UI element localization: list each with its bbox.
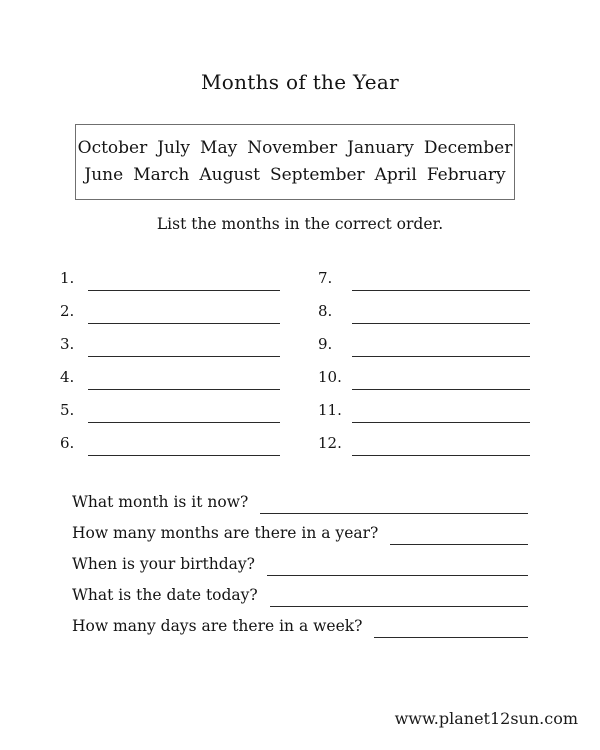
list-item-number: 11. (318, 401, 342, 419)
question-label: How many days are there in a week? (72, 617, 363, 635)
question-answer-blank-1[interactable] (260, 497, 528, 514)
question-row (72, 545, 528, 576)
answer-list-right (318, 258, 530, 456)
list-item (60, 291, 280, 324)
answer-blank-8[interactable] (352, 306, 530, 324)
answer-blank-3[interactable] (88, 339, 280, 357)
list-item-number: 12. (318, 434, 342, 452)
word-bank-word: February (426, 165, 506, 185)
list-item (318, 357, 530, 390)
question-row (72, 576, 528, 607)
answer-blank-5[interactable] (88, 405, 280, 423)
question-label: What month is it now? (72, 493, 249, 511)
answer-blank-6[interactable] (88, 438, 280, 456)
list-item (318, 423, 530, 456)
answer-blank-7[interactable] (352, 273, 530, 291)
list-item-number: 6. (60, 434, 75, 452)
answer-blank-12[interactable] (352, 438, 530, 456)
answer-blank-9[interactable] (352, 339, 530, 357)
answer-blank-1[interactable] (88, 273, 280, 291)
list-item (60, 423, 280, 456)
question-answer-blank-5[interactable] (374, 621, 528, 638)
list-item-number: 3. (60, 335, 75, 353)
answer-list-left (60, 258, 280, 456)
list-item-number: 7. (318, 269, 333, 287)
question-row (72, 514, 528, 545)
list-item-number: 1. (60, 269, 75, 287)
question-row (72, 607, 528, 638)
word-bank-row-1 (73, 135, 518, 162)
word-bank-word: November (247, 138, 338, 158)
page-title: Months of the Year (200, 70, 400, 94)
footer-website-url: www.planet12sun.com (394, 709, 578, 728)
question-answer-blank-2[interactable] (390, 528, 528, 545)
list-item-number: 5. (60, 401, 75, 419)
question-label: What is the date today? (72, 586, 258, 604)
instruction-text: List the months in the correct order. (156, 215, 444, 233)
answer-blank-11[interactable] (352, 405, 530, 423)
list-item-number: 2. (60, 302, 75, 320)
word-bank-box (75, 124, 515, 200)
question-label: How many months are there in a year? (72, 524, 379, 542)
question-label: When is your birthday? (72, 555, 255, 573)
list-item-number: 4. (60, 368, 75, 386)
answer-blank-4[interactable] (88, 372, 280, 390)
word-bank-word: August (199, 165, 260, 185)
list-item (60, 390, 280, 423)
list-item (318, 291, 530, 324)
list-item (318, 390, 530, 423)
word-bank-word: July (157, 138, 191, 158)
word-bank-word: October (77, 138, 148, 158)
question-row (72, 483, 528, 514)
question-answer-blank-4[interactable] (270, 590, 528, 607)
word-bank-word: April (374, 165, 417, 185)
list-item (318, 258, 530, 291)
list-item-number: 9. (318, 335, 333, 353)
word-bank-word: March (133, 165, 190, 185)
list-item-number: 10. (318, 368, 342, 386)
word-bank-word: June (84, 165, 124, 185)
list-item (60, 324, 280, 357)
word-bank-word: September (269, 165, 365, 185)
word-bank-word: January (347, 138, 414, 158)
question-section (72, 483, 528, 638)
list-item-number: 8. (318, 302, 333, 320)
list-item (318, 324, 530, 357)
question-answer-blank-3[interactable] (267, 559, 528, 576)
word-bank-row-2 (79, 162, 510, 189)
word-bank-word: May (200, 138, 238, 158)
answer-blank-2[interactable] (88, 306, 280, 324)
list-item (60, 258, 280, 291)
word-bank-word: December (423, 138, 513, 158)
list-item (60, 357, 280, 390)
answer-blank-10[interactable] (352, 372, 530, 390)
